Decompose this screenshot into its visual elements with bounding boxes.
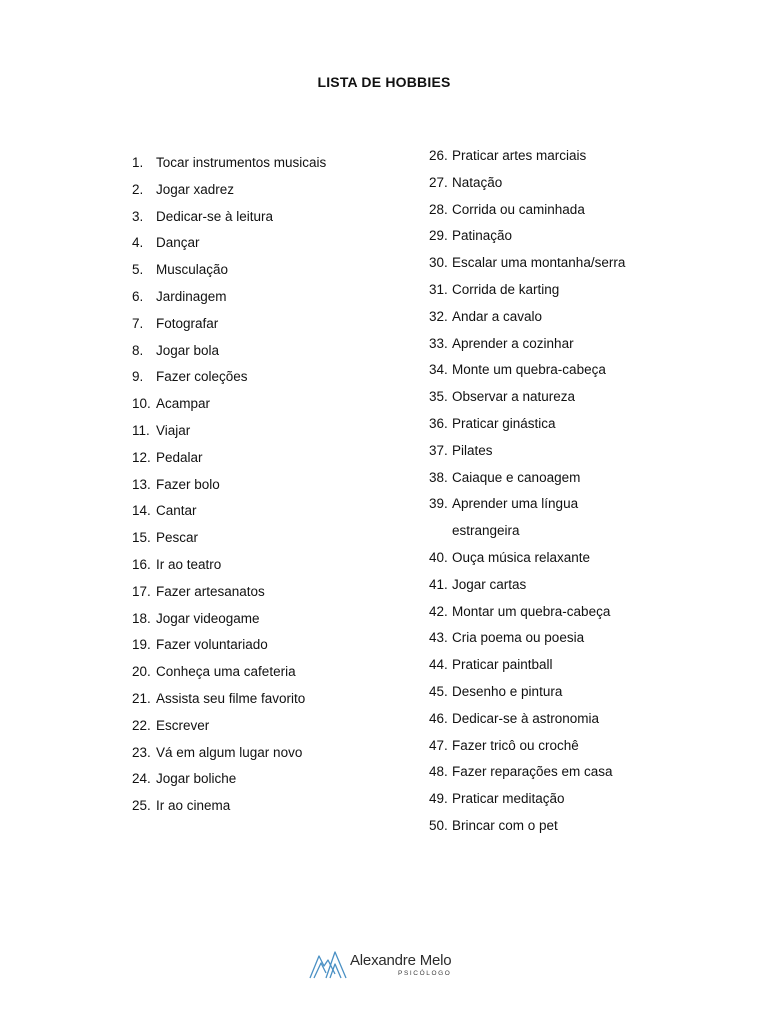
list-item	[132, 583, 326, 610]
list-item-text: Caiaque e canoagem	[452, 469, 581, 485]
list-item-number: 22.	[132, 717, 151, 733]
list-item	[132, 315, 326, 342]
list-item	[429, 603, 625, 630]
list-item-number: 34.	[429, 362, 448, 378]
list-item-number: 12.	[132, 449, 151, 465]
list-item	[429, 174, 625, 201]
list-item-number: 31.	[429, 281, 448, 297]
list-item-number: 36.	[429, 415, 448, 431]
list-item-text: Fazer artesanatos	[156, 583, 265, 599]
list-item-number: 47.	[429, 737, 448, 753]
list-item-text: Praticar paintball	[452, 657, 553, 673]
list-item-text: Brincar com o pet	[452, 817, 558, 833]
list-item	[132, 181, 326, 208]
list-item-text: Pilates	[452, 442, 493, 458]
list-item-text: Observar a natureza	[452, 389, 576, 405]
list-item	[429, 227, 625, 254]
list-item	[132, 610, 326, 637]
list-item-number: 45.	[429, 683, 448, 699]
list-item-text: Aprender uma língua estrangeira	[452, 496, 579, 539]
list-item	[132, 476, 326, 503]
list-item-number: 20.	[132, 664, 151, 680]
list-item-text: Conheça uma cafeteria	[156, 664, 296, 680]
list-item-text: Fazer voluntariado	[156, 637, 268, 653]
list-item-text: Fazer tricô ou crochê	[452, 737, 579, 753]
list-item	[429, 737, 625, 764]
list-item	[132, 422, 326, 449]
hobby-list-left	[132, 154, 326, 824]
list-item-text: Fazer coleções	[156, 369, 248, 385]
list-item	[429, 281, 625, 308]
list-item-number: 24.	[132, 771, 151, 787]
list-item-number: 33.	[429, 335, 448, 351]
list-item	[429, 817, 625, 844]
list-item	[132, 261, 326, 288]
logo-name: Alexandre Melo	[350, 952, 452, 969]
list-item	[132, 502, 326, 529]
list-item	[132, 368, 326, 395]
list-item-text: Dançar	[156, 235, 200, 251]
list-item-text: Andar a cavalo	[452, 308, 543, 324]
list-item-number: 6.	[132, 288, 144, 304]
list-item-number: 28.	[429, 201, 448, 217]
list-item-number: 50.	[429, 817, 448, 833]
list-item-text: Dedicar-se à leitura	[156, 208, 274, 224]
list-item-number: 11.	[132, 422, 150, 438]
list-item-text: Musculação	[156, 262, 229, 278]
logo-subtitle: PSICÓLOGO	[398, 970, 452, 977]
list-item	[132, 690, 326, 717]
list-item	[429, 335, 625, 362]
list-item	[429, 790, 625, 817]
list-item-number: 41.	[429, 576, 448, 592]
list-item-number: 3.	[132, 208, 144, 224]
list-item-text: Assista seu filme favorito	[156, 690, 306, 706]
list-item	[132, 663, 326, 690]
list-item	[132, 770, 326, 797]
list-item-text: Praticar artes marciais	[452, 148, 587, 163]
list-item	[132, 717, 326, 744]
list-item-text: Dedicar-se à astronomia	[452, 710, 600, 726]
list-item	[429, 763, 625, 790]
list-item-text: Ir ao teatro	[156, 556, 222, 572]
list-item	[132, 744, 326, 771]
list-item-text: Montar um quebra-cabeça	[452, 603, 611, 619]
list-item-text: Escalar uma montanha/serra	[452, 255, 626, 271]
list-item	[132, 449, 326, 476]
list-item	[132, 288, 326, 315]
list-item-number: 46.	[429, 710, 448, 726]
list-item	[429, 629, 625, 656]
list-item	[429, 361, 625, 388]
list-item-number: 39.	[429, 496, 448, 512]
list-item	[132, 342, 326, 369]
list-item	[429, 683, 625, 710]
list-item	[132, 797, 326, 824]
list-item	[132, 154, 326, 181]
list-item-number: 43.	[429, 630, 448, 646]
list-item-text: Tocar instrumentos musicais	[156, 155, 327, 170]
mountain-icon	[308, 946, 348, 980]
list-item-number: 37.	[429, 442, 448, 458]
list-item	[429, 442, 625, 469]
list-item-number: 7.	[132, 315, 144, 331]
list-item-number: 25.	[132, 798, 151, 814]
list-item-text: Vá em algum lugar novo	[156, 744, 303, 760]
list-item-text: Ir ao cinema	[156, 798, 231, 814]
list-item-number: 9.	[132, 369, 144, 385]
list-item-number: 35.	[429, 389, 448, 405]
list-item	[132, 529, 326, 556]
list-item	[429, 388, 625, 415]
list-item-text: Viajar	[156, 422, 191, 438]
list-item-number: 13.	[132, 476, 151, 492]
list-item-text: Escrever	[156, 717, 210, 733]
list-item-text: Cantar	[156, 503, 197, 519]
list-item	[429, 710, 625, 737]
list-item-text: Jogar videogame	[156, 610, 260, 626]
list-item-number: 27.	[429, 174, 448, 190]
list-item-number: 8.	[132, 342, 144, 358]
list-item-text: Natação	[452, 174, 503, 190]
list-item-text: Fazer bolo	[156, 476, 220, 492]
list-item-number: 23.	[132, 744, 151, 760]
list-item	[429, 254, 625, 281]
list-item-text: Praticar ginástica	[452, 415, 556, 431]
list-item	[429, 495, 625, 549]
list-item-text: Fazer reparações em casa	[452, 764, 613, 780]
list-item-number: 48.	[429, 764, 448, 780]
logo	[308, 946, 451, 982]
list-item-number: 16.	[132, 556, 151, 572]
list-item	[429, 656, 625, 683]
list-item-text: Fotografar	[156, 315, 219, 331]
list-item-text: Aprender a cozinhar	[452, 335, 574, 351]
list-item-number: 4.	[132, 235, 144, 251]
list-item	[132, 556, 326, 583]
list-item-number: 42.	[429, 603, 448, 619]
list-item-number: 19.	[132, 637, 151, 653]
list-item-number: 21.	[132, 690, 151, 706]
list-item-number: 49.	[429, 791, 448, 807]
list-item-number: 18.	[132, 610, 151, 626]
list-item-text: Patinação	[452, 228, 513, 244]
list-item	[132, 234, 326, 261]
list-item	[429, 576, 625, 603]
list-item-text: Desenho e pintura	[452, 683, 563, 699]
list-item-text: Pedalar	[156, 449, 203, 465]
list-item	[429, 415, 625, 442]
list-item	[132, 208, 326, 235]
list-item	[132, 395, 326, 422]
list-item-number: 10.	[132, 396, 151, 412]
list-item-text: Jogar xadrez	[156, 181, 235, 197]
list-item-text: Corrida ou caminhada	[452, 201, 585, 217]
list-item-number: 17.	[132, 583, 151, 599]
list-item-text: Monte um quebra-cabeça	[452, 362, 606, 378]
list-item	[429, 147, 625, 174]
list-item-number: 14.	[132, 503, 151, 519]
list-item-text: Praticar meditação	[452, 791, 565, 807]
list-item	[429, 549, 625, 576]
list-item	[429, 308, 625, 335]
list-item-number: 5.	[132, 262, 144, 278]
list-item-text: Jogar boliche	[156, 771, 237, 787]
list-item-number: 44.	[429, 657, 448, 673]
list-item-number: 26.	[429, 148, 448, 163]
list-item-number: 2.	[132, 181, 144, 197]
list-item-number: 1.	[132, 155, 144, 170]
list-item-text: Cria poema ou poesia	[452, 630, 585, 646]
list-item-number: 15.	[132, 530, 151, 546]
list-item-text: Jogar cartas	[452, 576, 527, 592]
hobby-list-right	[429, 147, 625, 844]
list-item	[429, 201, 625, 228]
list-item-number: 29.	[429, 228, 448, 244]
list-item-text: Jogar bola	[156, 342, 220, 358]
list-item-text: Ouça música relaxante	[452, 549, 591, 565]
list-item-text: Jardinagem	[156, 288, 227, 304]
list-item-number: 40.	[429, 549, 448, 565]
list-item-number: 32.	[429, 308, 448, 324]
list-item-number: 38.	[429, 469, 448, 485]
list-item-number: 30.	[429, 255, 448, 271]
list-item	[132, 636, 326, 663]
list-item-text: Pescar	[156, 530, 199, 546]
list-item-text: Corrida de karting	[452, 281, 560, 297]
page-title: LISTA DE HOBBIES	[317, 74, 451, 90]
list-item-text: Acampar	[156, 396, 211, 412]
